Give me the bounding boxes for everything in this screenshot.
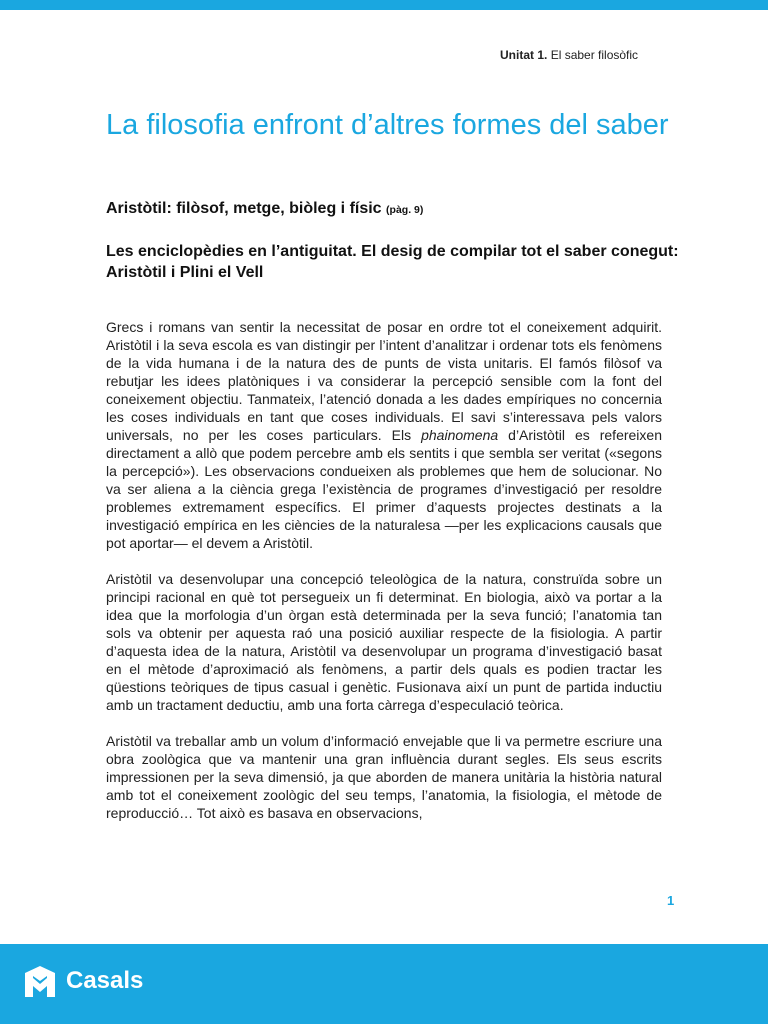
subtitle	[106, 200, 423, 218]
unit-label: Unitat 1.	[500, 48, 548, 62]
casals-logo-icon	[22, 964, 58, 998]
paragraph-1	[106, 318, 662, 552]
logo-text: Casals	[66, 967, 144, 994]
page-number: 1	[667, 893, 675, 908]
paragraph-1-part-a: Grecs i romans van sentir la necessitat de posar en ordre tot el coneixement adquirit. Aristòtil i la seva escola es van distingir per l’intent d’analitzar i ordenar tots els fenòmens de la vida humana i de la natura des de punts de vista unitaris. El famós filòsof va rebutjar les idees platòniques i va considerar la percepció sensible com la font del coneixement objectiu. Tanmateix, l’atenció donada a les dades empíriques no concernia les coses individuals en tant que coses individuals. El savi s’interessava pels valors universals, no per les coses particulars. Els	[106, 319, 662, 443]
paragraph-1-emphasis: phainomena	[421, 427, 499, 443]
paragraph-2: Aristòtil va desenvolupar una concepció teleològica de la natura, construïda sobre un principi racional en què tot persegueix un fi determinat. En biologia, això va portar a la idea que la morfologia d’un òrgan està determinada per la seva funció; l’anatomia tan sols va obtenir per aquesta raó una posició auxiliar respecte de la fisiologia. A partir d’aquesta idea de la natura, Aristòtil va desenvolupar un programa d’investigació basat en el mètode d’aproximació als fenòmens, a partir dels quals es podien tractar les qüestions teòriques de tipus casual i genètic. Fusionava així un punt de partida inductiu amb un tractament deductiu, amb una forta càrrega d’especulació teòrica.	[106, 571, 662, 713]
casals-logo	[22, 964, 143, 998]
body-text	[106, 318, 662, 840]
page-title: La filosofia enfront d’altres formes del saber	[106, 109, 669, 141]
paragraph-3: Aristòtil va treballar amb un volum d’informació envejable que li va permetre escriure una obra zoològica que va mantenir una gran influència durant segles. Els seus escrits impressionen per la seva dimensió, ja que aborden de manera unitària la història natural amb tot el coneixement zoològic del seu temps, l’anatomia, la fisiologia, el mètode de reproducció… Tot això es basava en observacions,	[106, 733, 662, 821]
footer-bar	[0, 944, 768, 1024]
paragraph-1-part-b: d’Aristòtil es refereixen directament a allò que podem percebre amb els sentits i que sembla ser veritat («segons la percepció»). Les observacions condueixen als problemes que hem de solucionar. No va ser aliena a la ciència grega l’existència de programes d’investigació per resoldre problemes extremament específics. El primer d’aquests projectes destinats a la investigació empírica en les ciències de la naturalesa —per les explicacions causals que pot aportar— el devem a Aristòtil.	[106, 427, 662, 551]
top-accent-bar	[0, 0, 768, 10]
unit-header	[500, 48, 638, 62]
subtitle-text: Aristòtil: filòsof, metge, biòleg i físic	[106, 200, 382, 217]
page-reference: (pàg. 9)	[386, 204, 424, 216]
unit-title: El saber filosòfic	[550, 48, 639, 62]
section-heading: Les enciclopèdies en l’antiguitat. El desig de compilar tot el saber conegut: Aristòtil i Plini el Vell	[106, 243, 679, 281]
